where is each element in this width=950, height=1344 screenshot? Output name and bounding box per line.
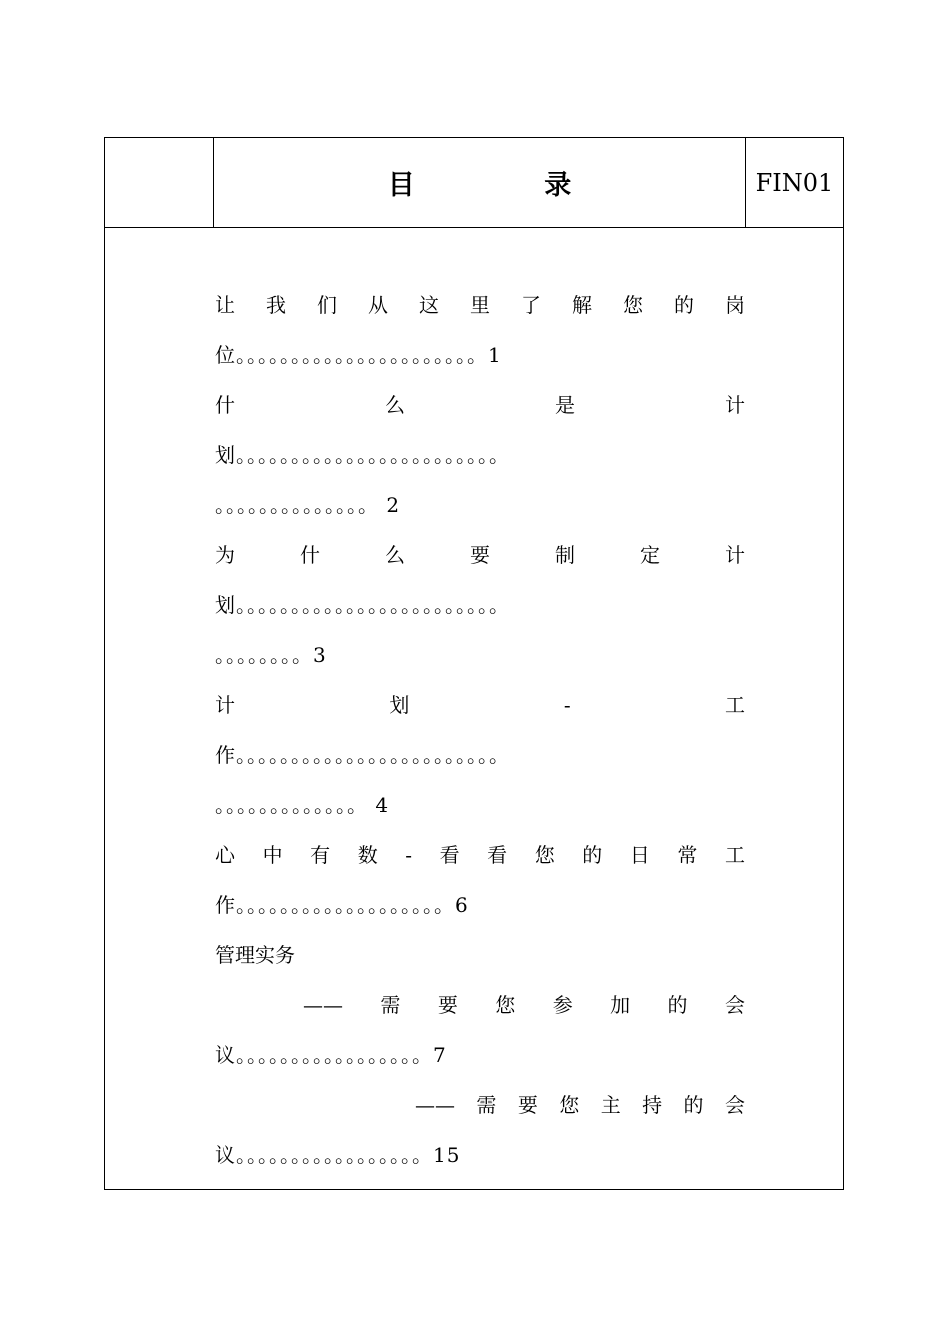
toc-title-char: 需 [380, 993, 401, 1017]
toc-entry-1-line2: 位。。。。。。。。。。。。。。。。。。。。。。1 [215, 343, 502, 367]
toc-title-char: 为 [215, 543, 235, 567]
toc-title-char: 常 [677, 843, 698, 867]
toc-title-char: 会 [724, 993, 745, 1017]
toc-list [215, 280, 745, 1180]
toc-entry-5-line2: 作。。。。。。。。。。。。。。。。。。。6 [215, 893, 469, 917]
toc-entry-7-line2: 议。。。。。。。。。。。。。。。。。7 [215, 1043, 447, 1067]
header-row [105, 138, 843, 228]
toc-title-char: 需 [476, 1093, 497, 1117]
toc-title-char: —— [303, 993, 343, 1017]
toc-title-char: 这 [419, 293, 439, 317]
toc-title-char: 的 [683, 1093, 704, 1117]
toc-title-char: 什 [300, 543, 320, 567]
toc-title-char: 划 [389, 693, 410, 717]
toc-table [104, 137, 844, 1190]
toc-title-char: 工 [724, 693, 745, 717]
toc-title-char: 的 [582, 843, 603, 867]
toc-title-char: 什 [215, 393, 235, 417]
document-code: FIN01 [755, 168, 834, 197]
toc-title-char: 工 [724, 843, 745, 867]
toc-title-char: 持 [642, 1093, 663, 1117]
toc-title-char: 计 [725, 543, 745, 567]
toc-title-char: 我 [266, 293, 286, 317]
toc-title-char: 看 [439, 843, 460, 867]
toc-entry-2-line1 [215, 380, 745, 430]
toc-title-char: 么 [385, 393, 405, 417]
toc-title-char: 要 [470, 543, 490, 567]
toc-title-char: 您 [495, 993, 516, 1017]
toc-title-char: 岗 [725, 293, 745, 317]
toc-title-char: 您 [559, 1093, 580, 1117]
toc-title-char: —— [415, 1093, 455, 1117]
toc-title-char: 解 [572, 293, 592, 317]
toc-title-char: 里 [470, 293, 490, 317]
toc-entry-1-line1 [215, 280, 745, 330]
toc-title-char: 的 [667, 993, 688, 1017]
toc-entry-8-line2: 议。。。。。。。。。。。。。。。。。15 [215, 1143, 461, 1167]
header-empty-cell [105, 138, 214, 227]
toc-entry-4-line1 [215, 680, 745, 730]
toc-title-char: 日 [629, 843, 650, 867]
toc-title-char: 有 [310, 843, 331, 867]
toc-title-char: 从 [368, 293, 388, 317]
toc-title-char: 加 [610, 993, 631, 1017]
page-title: 目 录 [387, 170, 632, 201]
toc-entry-4-line3: 。。。。。。。。。。。。。 4 [215, 793, 390, 817]
toc-entry-8-line1 [215, 1080, 745, 1130]
toc-title-char: 计 [725, 393, 745, 417]
toc-title-char: 的 [674, 293, 694, 317]
toc-title-char: 会 [724, 1093, 745, 1117]
toc-title-char: 主 [600, 1093, 621, 1117]
toc-entry-3-line3: 。。。。。。。。3 [215, 643, 327, 667]
toc-title-char: 们 [317, 293, 337, 317]
toc-title-char: - [563, 693, 571, 717]
toc-entry-7-line1 [215, 980, 745, 1030]
toc-title-char: 心 [215, 843, 235, 867]
toc-title-char: 让 [215, 293, 235, 317]
toc-section-heading: 管理实务 [215, 943, 295, 967]
toc-entry-4-line2: 作。。。。。。。。。。。。。。。。。。。。。。。。 [215, 743, 510, 767]
toc-title-char: 您 [534, 843, 555, 867]
toc-entry-3-line1 [215, 530, 745, 580]
toc-title-char: 么 [385, 543, 405, 567]
toc-entry-2-line2: 划。。。。。。。。。。。。。。。。。。。。。。。。 [215, 443, 510, 467]
toc-title-char: 中 [262, 843, 283, 867]
header-title-cell [214, 138, 746, 227]
toc-title-char: 制 [555, 543, 575, 567]
toc-title-char: 定 [640, 543, 660, 567]
toc-title-char: 计 [215, 693, 235, 717]
toc-title-char: 是 [555, 393, 575, 417]
toc-title-char: 看 [487, 843, 508, 867]
toc-title-char: 了 [521, 293, 541, 317]
toc-title-char: 您 [623, 293, 643, 317]
toc-entry-5-line1 [215, 830, 745, 880]
toc-title-char: 要 [437, 993, 458, 1017]
toc-entry-3-line2: 划。。。。。。。。。。。。。。。。。。。。。。。。 [215, 593, 510, 617]
toc-title-char: 数 [357, 843, 378, 867]
toc-title-char: 参 [552, 993, 573, 1017]
toc-entry-2-line3: 。。。。。。。。。。。。。。 2 [215, 493, 401, 517]
toc-title-char: - [405, 843, 413, 867]
toc-title-char: 要 [517, 1093, 538, 1117]
